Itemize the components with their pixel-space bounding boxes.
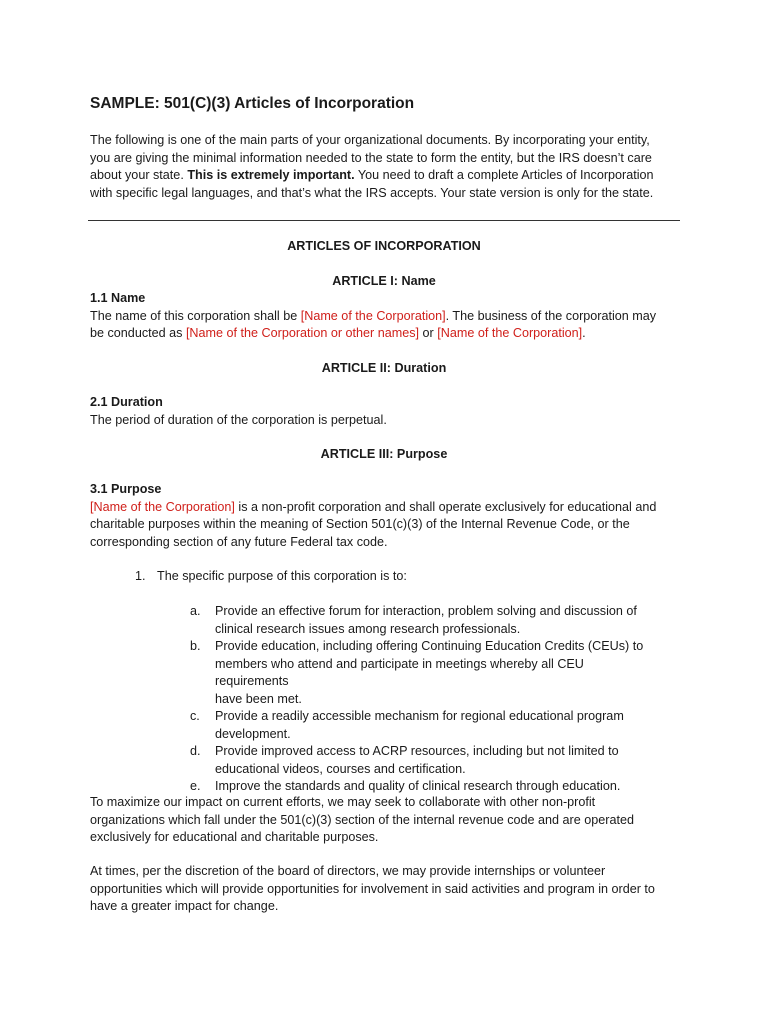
- list-letter: a.: [190, 604, 201, 618]
- section-2-1-heading: 2.1 Duration: [90, 395, 163, 409]
- intro-text: You need to draft a complete Articles of Incorporation: [354, 168, 654, 182]
- body-text: The name of this corporation shall be: [90, 308, 301, 323]
- sub-list-item: [190, 708, 650, 743]
- body-text: be conducted as: [90, 326, 186, 340]
- sub-list-line: Provide a readily accessible mechanism for regional educational program: [215, 709, 624, 723]
- placeholder-corp-name: [Name of the Corporation]: [300, 308, 446, 323]
- sub-list-line: educational videos, courses and certification.: [215, 761, 466, 776]
- important-note: This is extremely important.: [187, 168, 355, 182]
- list-letter: c.: [190, 709, 200, 723]
- document-title: SAMPLE: 501(C)(3) Articles of Incorporation: [90, 95, 415, 112]
- purpose-sub-list: [190, 603, 650, 796]
- section-3-1-heading: 3.1 Purpose: [90, 482, 162, 496]
- intro-line: with specific legal languages, and that’s what the IRS accepts. Your state version is only for the state.: [90, 185, 654, 200]
- sub-list-item: [190, 603, 650, 638]
- purpose-list-item: [135, 568, 655, 586]
- sub-list-line: clinical research issues among research professionals.: [215, 621, 521, 636]
- sub-list-line: have been met.: [215, 691, 302, 706]
- paragraph-line: have a greater impact for change.: [90, 899, 279, 913]
- article-3-line: charitable purposes within the meaning of Section 501(c)(3) of the Internal Revenue Code, or the: [90, 517, 630, 531]
- body-text: or: [419, 326, 438, 340]
- body-text: .: [582, 326, 586, 340]
- list-letter: d.: [190, 744, 201, 758]
- intro-paragraph: [90, 132, 690, 202]
- sub-list-line: members who attend and participate in meetings whereby all CEU requirements: [215, 656, 584, 688]
- intro-text: about your state.: [90, 168, 188, 182]
- article-1-line: [90, 325, 690, 343]
- list-letter: b.: [190, 639, 201, 653]
- section-1-1-heading: 1.1 Name: [90, 291, 146, 305]
- sub-list-line: development.: [215, 726, 291, 741]
- article-2-section: [90, 394, 690, 429]
- list-number: 1.: [135, 569, 146, 583]
- sub-list-line: Provide an effective forum for interaction, problem solving and discussion of: [215, 604, 637, 618]
- article-2-text: The period of duration of the corporation is perpetual.: [90, 412, 387, 427]
- intro-line: [90, 167, 690, 185]
- collaboration-paragraph: [90, 794, 690, 847]
- body-text: is a non-profit corporation and shall operate exclusively for educational and: [234, 499, 657, 514]
- article-1-heading: ARTICLE I: Name: [332, 274, 436, 288]
- article-3-line: [90, 499, 690, 517]
- paragraph-line: exclusively for educational and charitable purposes.: [90, 830, 379, 844]
- article-1-section: [90, 290, 690, 343]
- horizontal-divider: [88, 220, 680, 221]
- internship-paragraph: [90, 863, 690, 916]
- article-3-heading: ARTICLE III: Purpose: [320, 447, 448, 461]
- sub-list-item: [190, 743, 650, 778]
- paragraph-line: To maximize our impact on current efforts, we may seek to collaborate with other non-profit: [90, 795, 596, 809]
- placeholder-other-names: [Name of the Corporation or other names]: [185, 326, 420, 340]
- intro-line: The following is one of the main parts of your organizational documents. By incorporating your entity,: [90, 133, 650, 147]
- list-item-text: The specific purpose of this corporation is to:: [157, 569, 407, 583]
- sub-list-line: Provide education, including offering Continuing Education Credits (CEUs) to: [215, 639, 644, 653]
- article-1-line: [90, 308, 690, 326]
- sub-list-line: Provide improved access to ACRP resources, including but not limited to: [215, 744, 619, 758]
- list-letter: e.: [190, 779, 201, 793]
- article-2-heading: ARTICLE II: Duration: [321, 361, 447, 375]
- intro-line: you are giving the minimal information needed to the state to form the entity, but the IRS doesn’t care: [90, 150, 652, 165]
- placeholder-corp-name: [Name of the Corporation]: [90, 499, 235, 514]
- sub-list-item: [190, 778, 650, 796]
- sub-list-item: [190, 638, 650, 708]
- articles-heading: ARTICLES OF INCORPORATION: [287, 239, 481, 253]
- paragraph-line: At times, per the discretion of the board of directors, we may provide internships or volunteer: [90, 864, 606, 878]
- sub-list-line: Improve the standards and quality of clinical research through education.: [215, 779, 621, 793]
- paragraph-line: opportunities which will provide opportunities for involvement in said activities and program in order to: [90, 881, 655, 896]
- article-3-section: [90, 481, 690, 551]
- article-3-line: corresponding section of any future Federal tax code.: [90, 534, 388, 549]
- body-text: . The business of the corporation may: [445, 308, 657, 323]
- paragraph-line: organizations which fall under the 501(c)(3) section of the internal revenue code and are operated: [90, 812, 634, 827]
- placeholder-corp-name: [Name of the Corporation]: [437, 326, 583, 340]
